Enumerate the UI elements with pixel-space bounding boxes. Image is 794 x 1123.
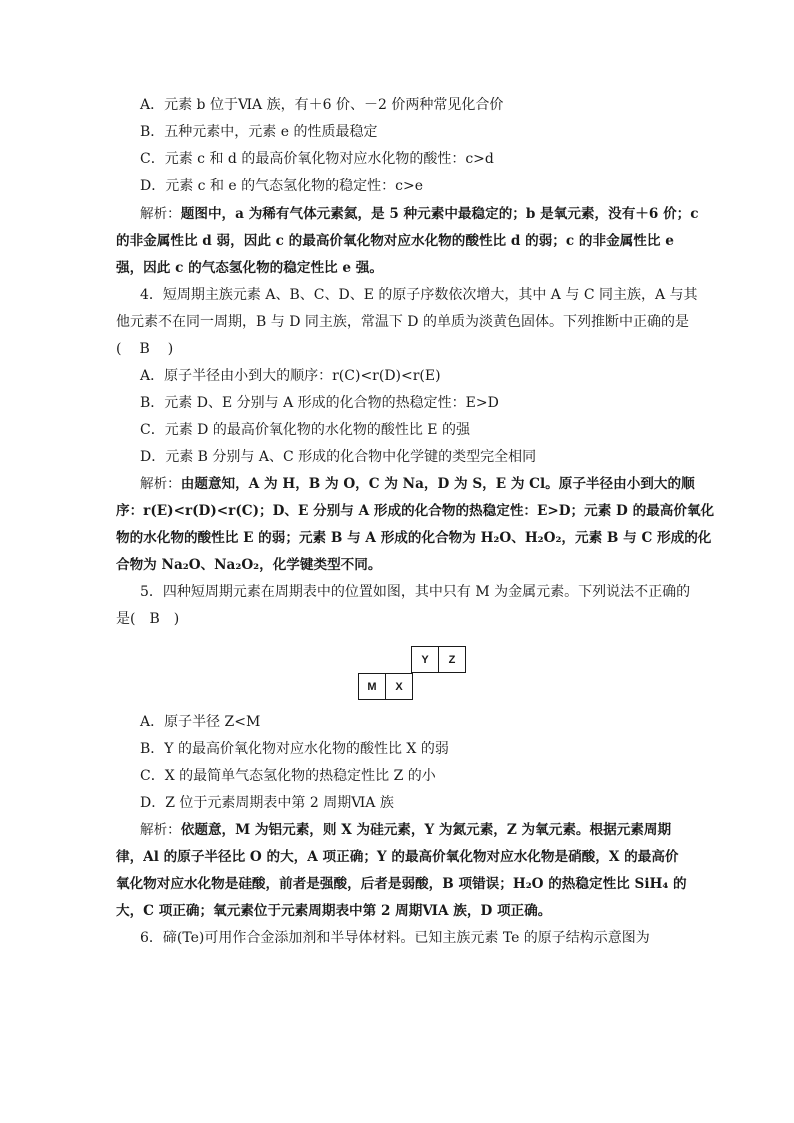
q5-option-b: B．Y 的最高价氧化物对应水化物的酸性比 X 的弱 [140, 741, 449, 757]
q3-explanation-line2: 的非金属性比 d 弱，因此 c 的最高价氧化物对应水化物的酸性比 d 的弱；c 的非金属性比 e [116, 233, 674, 249]
q3-option-b: B．五种元素中，元素 e 的性质最稳定 [140, 124, 378, 140]
q4-explanation-label: 解析： [140, 476, 181, 492]
q5-stem-line1: 5．四种短周期元素在周期表中的位置如图，其中只有 M 为金属元素。下列说法不正确的 [140, 584, 691, 600]
q6-stem-line1: 6．碲(Te)可用作合金添加剂和半导体材料。已知主族元素 Te 的原子结构示意图为 [140, 930, 650, 946]
q5-explanation-line2: 律，Al 的原子半径比 O 的大，A 项正确；Y 的最高价氧化物对应水化物是硝酸，X 的最高价 [116, 849, 679, 865]
cell-x: X [385, 673, 413, 700]
q5-explanation-line4: 大，C 项正确；氧元素位于元素周期表中第 2 周期ⅥA 族，D 项正确。 [116, 903, 552, 919]
q3-explanation-text: 题图中，a 为稀有气体元素氦，是 5 种元素中最稳定的；b 是氧元素，没有＋6 价；c [180, 206, 699, 222]
q3-explanation-label: 解析： [140, 206, 181, 222]
q3-explanation-line1 [140, 205, 699, 223]
q4-answer: ( B ) [116, 341, 176, 357]
cell-m: M [358, 673, 386, 700]
q5-option-c: C．X 的最简单气态氢化物的热稳定性比 Z 的小 [140, 768, 436, 784]
q5-option-d: D．Z 位于元素周期表中第 2 周期ⅥA 族 [140, 795, 394, 811]
q3-option-c: C．元素 c 和 d 的最高价氧化物对应水化物的酸性：c>d [140, 151, 494, 167]
q4-option-b: B．元素 D、E 分别与 A 形成的化合物的热稳定性：E>D [140, 395, 499, 411]
cell-z: Z [438, 646, 466, 673]
q5-explanation-label: 解析： [140, 822, 181, 838]
q4-option-a: A．原子半径由小到大的顺序：r(C)<r(D)<r(E) [140, 368, 441, 384]
q4-option-d: D．元素 B 分别与 A、C 形成的化合物中化学键的类型完全相同 [140, 449, 537, 465]
q3-explanation-line3: 强，因此 c 的气态氢化物的稳定性比 e 强。 [116, 260, 383, 276]
q3-option-a: A．元素 b 位于ⅥA 族，有＋6 价、－2 价两种常见化合价 [140, 97, 504, 113]
q4-explanation-line4: 合物为 Na₂O、Na₂O₂，化学键类型不同。 [116, 557, 382, 573]
q5-explanation-line3: 氧化物对应水化物是硅酸，前者是强酸，后者是弱酸，B 项错误；H₂O 的热稳定性比 SiH₄ 的 [116, 876, 687, 892]
q4-explanation-line3: 物的水化物的酸性比 E 的弱；元素 B 与 A 形成的化合物为 H₂O、H₂O₂，元素 B 与 C 形成的化 [116, 530, 712, 546]
q5-option-a: A．原子半径 Z<M [140, 714, 261, 730]
q3-option-d: D．元素 c 和 e 的气态氢化物的稳定性：c>e [140, 178, 424, 194]
periodic-table-fragment [358, 646, 466, 700]
q4-stem-line2: 他元素不在同一周期，B 与 D 同主族，常温下 D 的单质为淡黄色固体。下列推断中正确的是 [116, 314, 689, 330]
q4-explanation-line1 [140, 475, 695, 493]
q4-stem-line1: 4．短周期主族元素 A、B、C、D、E 的原子序数依次增大，其中 A 与 C 同主族，A 与其 [140, 287, 698, 303]
q4-explanation-text: 由题意知，A 为 H，B 为 O，C 为 Na，D 为 S，E 为 Cl。原子半径由小到大的顺 [180, 476, 695, 492]
q5-explanation-line1 [140, 821, 671, 839]
q5-stem-line2: 是( B ) [116, 611, 180, 627]
q4-option-c: C．元素 D 的最高价氧化物的水化物的酸性比 E 的强 [140, 422, 470, 438]
q5-explanation-text: 依题意，M 为铝元素，则 X 为硅元素，Y 为氮元素，Z 为氧元素。根据元素周期 [180, 822, 672, 838]
cell-y: Y [411, 646, 439, 673]
q4-explanation-line2: 序：r(E)<r(D)<r(C)；D、E 分别与 A 形成的化合物的热稳定性：E>D；元素 D 的最高价氧化 [116, 503, 715, 519]
